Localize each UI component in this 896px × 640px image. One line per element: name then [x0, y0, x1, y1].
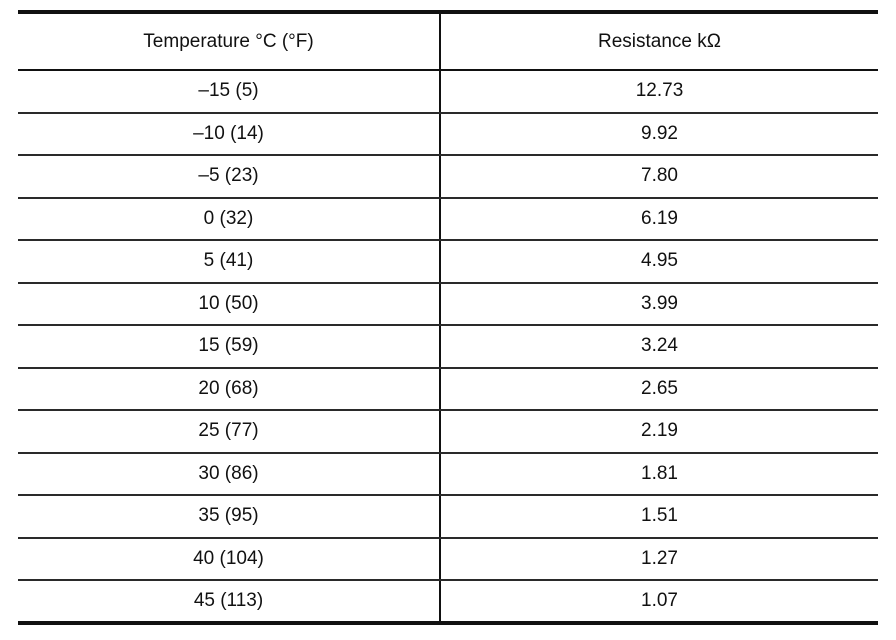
table-row	[18, 325, 878, 368]
temperature-cell: 35 (95)	[18, 495, 440, 538]
table-row	[18, 113, 878, 156]
resistance-cell: 1.81	[440, 453, 878, 496]
temperature-cell: 5 (41)	[18, 240, 440, 283]
table-row	[18, 155, 878, 198]
table-row	[18, 70, 878, 113]
temperature-cell: –15 (5)	[18, 70, 440, 113]
table-row	[18, 198, 878, 241]
resistance-cell: 12.73	[440, 70, 878, 113]
resistance-cell: 3.99	[440, 283, 878, 326]
temperature-resistance-table	[18, 10, 878, 625]
resistance-column-header: Resistance kΩ	[440, 12, 878, 70]
resistance-cell: 6.19	[440, 198, 878, 241]
temperature-cell: –5 (23)	[18, 155, 440, 198]
temperature-cell: 30 (86)	[18, 453, 440, 496]
table-row	[18, 495, 878, 538]
resistance-cell: 4.95	[440, 240, 878, 283]
temperature-cell: 40 (104)	[18, 538, 440, 581]
temperature-column-header: Temperature °C (°F)	[18, 12, 440, 70]
temperature-cell: 20 (68)	[18, 368, 440, 411]
resistance-cell: 2.19	[440, 410, 878, 453]
resistance-cell: 3.24	[440, 325, 878, 368]
temperature-cell: 45 (113)	[18, 580, 440, 623]
resistance-cell: 1.27	[440, 538, 878, 581]
resistance-cell: 2.65	[440, 368, 878, 411]
table-header-row	[18, 12, 878, 70]
table-row	[18, 410, 878, 453]
resistance-cell: 1.51	[440, 495, 878, 538]
resistance-cell: 9.92	[440, 113, 878, 156]
temperature-cell: 15 (59)	[18, 325, 440, 368]
temperature-cell: 0 (32)	[18, 198, 440, 241]
table-row	[18, 240, 878, 283]
temperature-cell: –10 (14)	[18, 113, 440, 156]
temperature-cell: 10 (50)	[18, 283, 440, 326]
resistance-cell: 1.07	[641, 589, 678, 611]
temperature-cell: 25 (77)	[18, 410, 440, 453]
table-row	[18, 368, 878, 411]
table-row	[18, 453, 878, 496]
resistance-cell: 7.80	[440, 155, 878, 198]
table-row	[18, 538, 878, 581]
table-row	[18, 580, 878, 623]
document-page	[18, 10, 878, 625]
table-row	[18, 283, 878, 326]
